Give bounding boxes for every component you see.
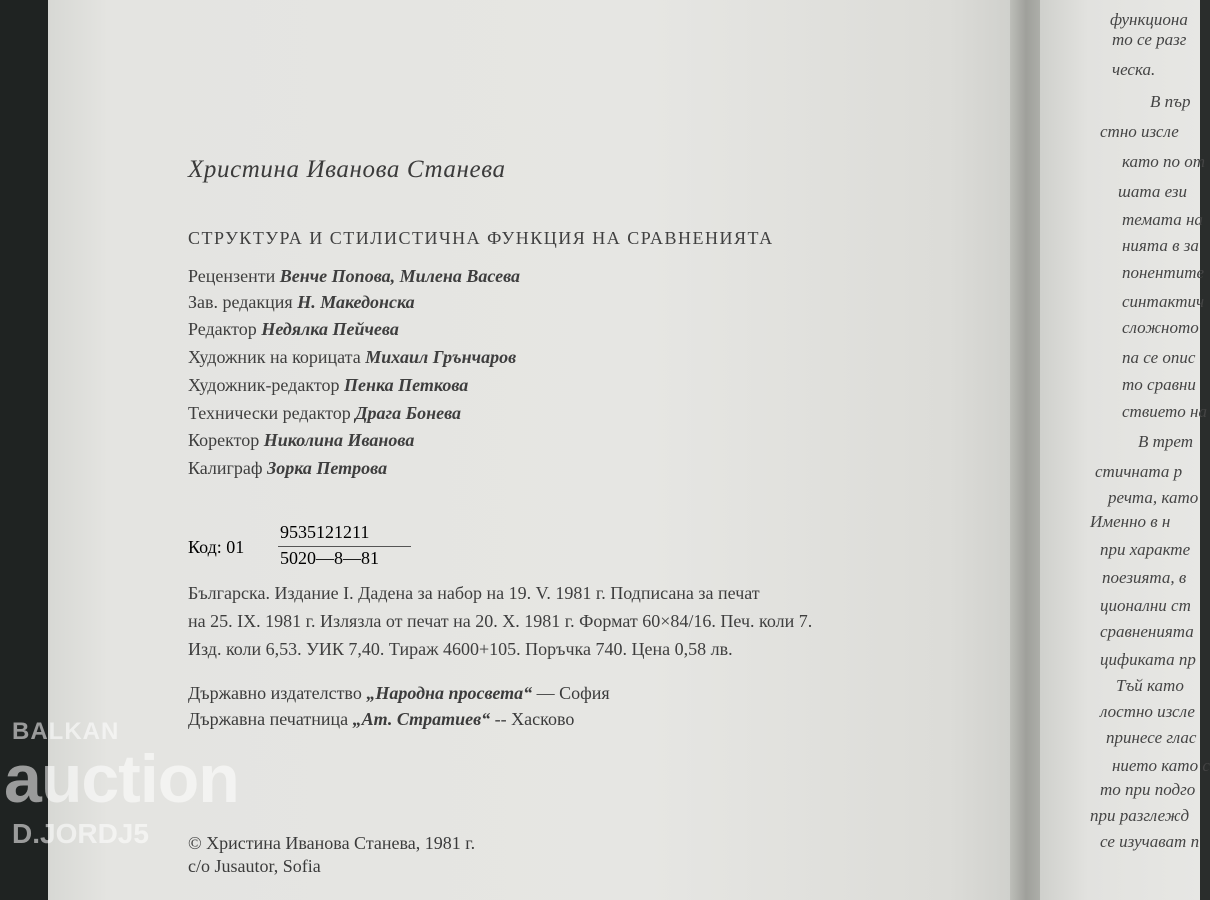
credit-editor: Редактор Недялка Пейчева	[188, 319, 399, 339]
facing-page-line: Именно в н	[1090, 512, 1171, 531]
facing-page-line: цификата пр	[1100, 650, 1196, 669]
code-fraction-rule	[278, 546, 411, 547]
watermark-line-2: auction	[4, 741, 239, 817]
credit-art-editor: Художник-редактор Пенка Петкова	[188, 375, 469, 395]
facing-page	[1040, 0, 1210, 900]
credit-cover-artist: Художник на корицата Михаил Грънчаров	[188, 347, 517, 367]
facing-page-line: функциона	[1110, 10, 1188, 29]
facing-page-line: В пър	[1150, 92, 1191, 111]
code-numerator: 9535121211	[280, 522, 370, 542]
facing-page-line: нието като с	[1112, 756, 1210, 775]
code-denominator: 5020—8—81	[280, 548, 379, 568]
facing-page-line: като по от	[1122, 152, 1206, 171]
facing-page-line: то се разг	[1112, 30, 1187, 49]
credit-editorial-head: Зав. редакция Н. Македонска	[188, 292, 415, 312]
facing-page-line: ствието на	[1122, 402, 1207, 421]
facing-page-line: стно изсле	[1100, 122, 1179, 141]
facing-page-line: поезията, в	[1102, 568, 1187, 587]
credit-calligrapher: Калиграф Зорка Петрова	[188, 458, 388, 478]
credit-technical-editor: Технически редактор Драга Бонева	[188, 403, 462, 423]
facing-page-line: сравненията	[1100, 622, 1194, 641]
facing-page-line: синтактич	[1122, 292, 1205, 311]
pub-line-3: Изд. коли 6,53. УИК 7,40. Тираж 4600+105. Поръчка 740. Цена 0,58 лв.	[188, 639, 733, 659]
facing-page-line: то при подго	[1100, 780, 1196, 799]
facing-page-line: па се опис	[1122, 348, 1196, 367]
publisher-press: Държавна печатница „Ат. Стратиев“ -- Хасково	[188, 709, 575, 729]
facing-page-line: стичната р	[1095, 462, 1183, 481]
facing-page-line: понентите	[1122, 263, 1205, 282]
facing-page-line: при разглежд	[1090, 806, 1190, 825]
book-title: СТРУКТУРА И СТИЛИСТИЧНА ФУНКЦИЯ НА СРАВНЕНИЯТА	[188, 228, 774, 248]
code-label: Код: 01	[188, 537, 245, 557]
watermark-line-1: BALKAN	[12, 718, 120, 745]
publisher-house: Държавно издателство „Народна просвета“ — София	[188, 683, 610, 703]
pub-line-2: на 25. IX. 1981 г. Излязла от печат на 20. Х. 1981 г. Формат 60×84/16. Печ. коли 7.	[188, 611, 813, 631]
facing-page-line: сложното	[1122, 318, 1199, 337]
facing-page-line: Тъй като	[1116, 676, 1184, 695]
facing-page-line: лостно изсле	[1100, 702, 1195, 721]
credit-proofreader: Коректор Николина Иванова	[188, 430, 415, 450]
pub-line-1: Българска. Издание I. Дадена за набор на 19. V. 1981 г. Подписана за печат	[188, 583, 760, 603]
facing-page-line: ческа.	[1112, 60, 1156, 79]
author-name: Христина Иванова Станева	[188, 156, 506, 183]
facing-page-line: принесе глас	[1106, 728, 1197, 747]
facing-page-line: то сравни	[1122, 375, 1196, 394]
facing-page-line: В трет	[1138, 432, 1194, 451]
facing-page-line: темата на	[1122, 210, 1203, 229]
copyright-line: © Христина Иванова Станева, 1981 г.	[188, 833, 476, 853]
facing-page-line: речта, като	[1108, 488, 1199, 507]
facing-page-line: нията в за	[1122, 236, 1199, 255]
credit-reviewers: Рецензенти Венче Попова, Милена Васева	[188, 266, 521, 286]
facing-page-line: се изучават п	[1100, 832, 1200, 851]
facing-page-line: ционални ст	[1100, 596, 1191, 615]
facing-page-line: при характе	[1100, 540, 1191, 559]
facing-page-line: шата ези	[1118, 182, 1188, 201]
watermark-line-3: D.JORDJ5	[12, 818, 149, 849]
copyright-agency: c/o Jusautor, Sofia	[188, 856, 321, 876]
